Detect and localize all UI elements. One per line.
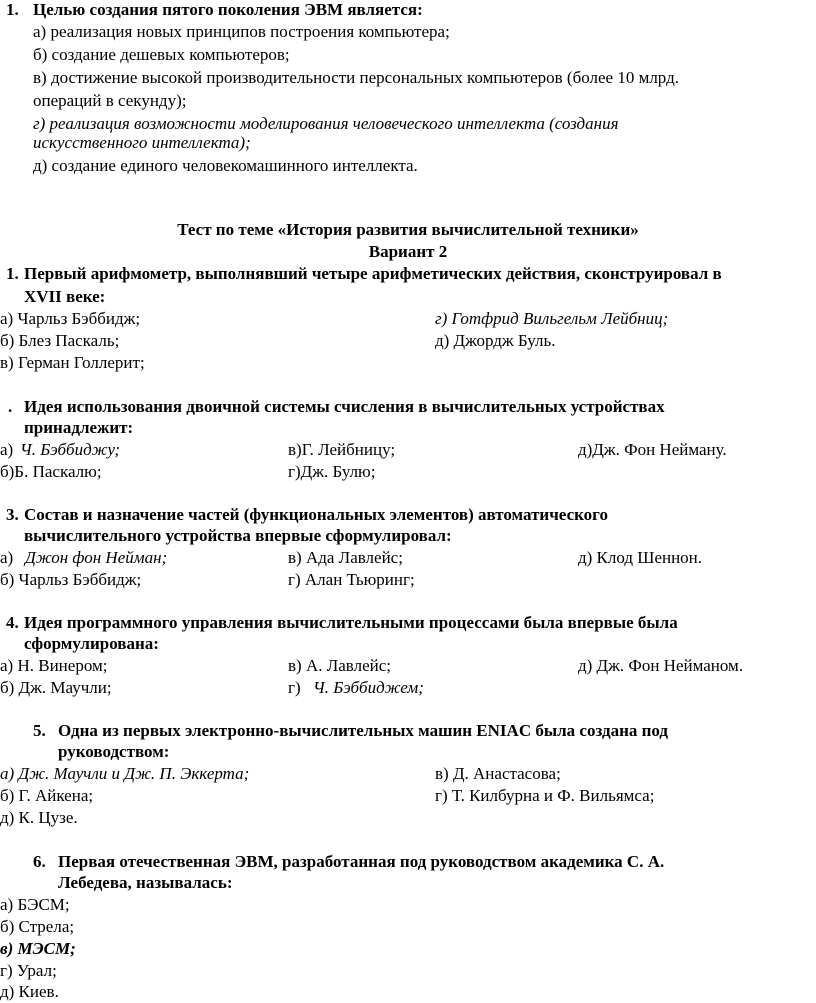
t3-question-line2: вычислительного устройства впервые сформулировал: (24, 526, 452, 545)
t6-option-g: г) Урал; (0, 961, 57, 980)
t1-option-g: г) Готфрид Вильгельм Лейбниц; (435, 309, 669, 328)
t4-option-d: д) Дж. Фон Нейманом. (578, 656, 744, 675)
t4-option-g: Ч. Бэббиджем; (313, 678, 424, 697)
t2-option-a: Ч. Бэббиджу; (20, 440, 121, 459)
q1-option-d-line1: г) реализация возможности моделирования человеческого интеллекта (создания (33, 114, 619, 133)
t3-number: 3. (6, 505, 19, 524)
t4-question-line1: Идея программного управления вычислительными процессами была впервые была (24, 613, 678, 632)
t2-number: . (8, 397, 13, 416)
q1-option-a: а) реализация новых принципов построения компьютера; (33, 22, 450, 41)
t3-option-a-label: а) (0, 548, 14, 567)
t1-option-v: в) Герман Голлерит; (0, 353, 145, 372)
t2-option-d: д)Дж. Фон Нейману. (578, 440, 727, 459)
t5-question-line2: руководством: (58, 742, 170, 761)
t4-question-line2: сформулирована: (24, 634, 159, 653)
t1-number: 1. (6, 264, 19, 283)
t2-option-a-label: а) (0, 440, 14, 459)
t3-option-g: г) Алан Тьюринг; (288, 570, 415, 589)
q1-option-d-line2: искусственного интеллекта); (33, 133, 251, 152)
t4-option-v: в) А. Лавлейс; (288, 656, 391, 675)
test-variant: Вариант 2 (368, 242, 448, 261)
t3-option-b: б) Чарльз Бэббидж; (0, 570, 142, 589)
t3-option-d: д) Клод Шеннон. (578, 548, 703, 567)
t3-option-v: в) Ада Лавлейс; (288, 548, 403, 567)
t5-question-line1: Одна из первых электронно-вычислительных машин ENIAC была создана под (58, 721, 669, 740)
t6-question-line2: Лебедева, называлась: (58, 873, 233, 892)
t2-question-line1: Идея использования двоичной системы счисления в вычислительных устройствах (24, 397, 665, 416)
t1-option-a: а) Чарльз Бэббидж; (0, 309, 141, 328)
t6-number: 6. (33, 852, 46, 871)
t6-option-d: д) Киев. (0, 982, 59, 1001)
t2-option-v: в)Г. Лейбницу; (288, 440, 396, 459)
t1-option-d: д) Джордж Буль. (435, 331, 556, 350)
t5-option-v: в) Д. Анастасова; (435, 764, 561, 783)
t2-option-g: г)Дж. Булю; (288, 462, 376, 481)
t6-option-b: б) Стрела; (0, 917, 75, 936)
t6-question-line1: Первая отечественная ЭВМ, разработанная под руководством академика С. А. (58, 852, 665, 871)
q1-option-e: д) создание единого человекомашинного интеллекта. (33, 156, 418, 175)
t2-option-b: б)Б. Паскалю; (0, 462, 102, 481)
t4-option-b: б) Дж. Маучли; (0, 678, 112, 697)
q1-title: Целью создания пятого поколения ЭВМ является: (33, 0, 423, 19)
q1-option-c-line2: операций в секунду); (33, 91, 187, 110)
t5-number: 5. (33, 721, 46, 740)
t6-option-a: а) БЭСМ; (0, 895, 70, 914)
t1-question-line2: XVII веке: (24, 287, 106, 306)
t5-option-a: а) Дж. Маучли и Дж. П. Эккерта; (0, 764, 250, 783)
t4-option-a: а) Н. Винером; (0, 656, 108, 675)
t3-option-a: Джон фон Нейман; (25, 548, 168, 567)
q1-option-c-line1: в) достижение высокой производительности персональных компьютеров (более 10 млрд. (33, 68, 679, 87)
q1-number: 1. (6, 0, 19, 19)
t3-question-line1: Состав и назначение частей (функциональных элементов) автоматического (24, 505, 608, 524)
t4-number: 4. (6, 613, 19, 632)
q1-option-b: б) создание дешевых компьютеров; (33, 45, 290, 64)
t4-option-g-label: г) (288, 678, 301, 697)
test-title: Тест по теме «История развития вычислительной техники» (177, 220, 639, 239)
t5-option-g: г) Т. Килбурна и Ф. Вильямса; (435, 786, 655, 805)
t1-option-b: б) Блез Паскаль; (0, 331, 120, 350)
t5-option-b: б) Г. Айкена; (0, 786, 94, 805)
t2-question-line2: принадлежит: (24, 418, 134, 437)
t5-option-d: д) К. Цузе. (0, 808, 78, 827)
t6-option-v: в) МЭСМ; (0, 939, 76, 958)
t1-question-line1: Первый арифмометр, выполнявший четыре арифметических действия, сконструировал в (24, 264, 722, 283)
